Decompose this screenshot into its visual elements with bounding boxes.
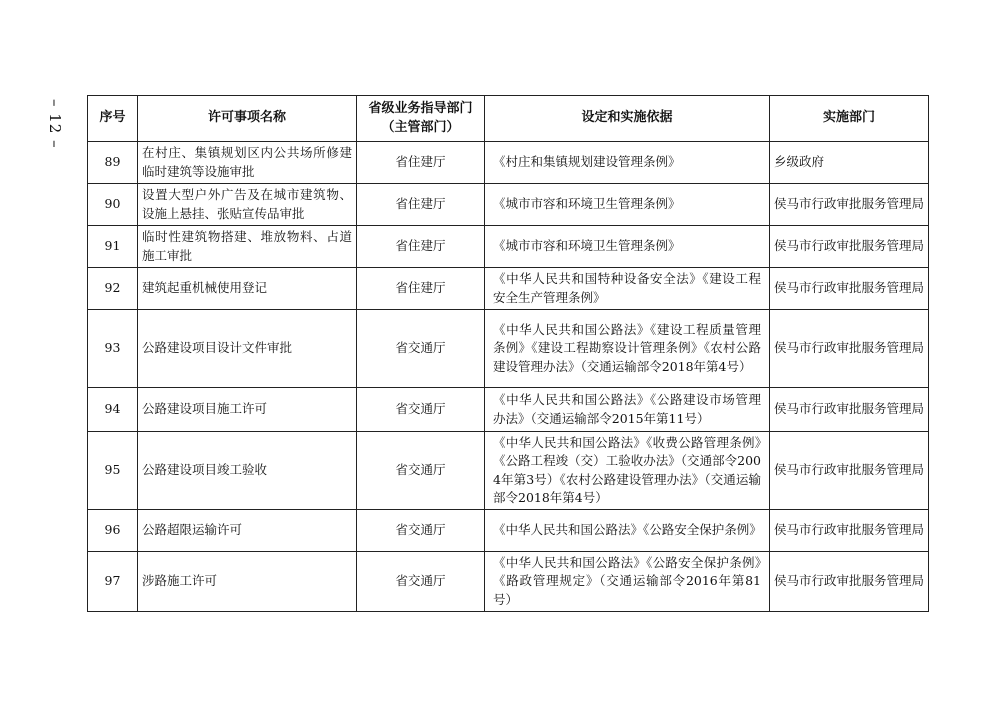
header-dept-line1: 省级业务指导部门 bbox=[368, 101, 473, 116]
row-basis: 《中华人民共和国特种设备安全法》《建设工程安全生产管理条例》 bbox=[485, 268, 770, 310]
table-row bbox=[88, 142, 929, 184]
row-impl: 侯马市行政审批服务管理局 bbox=[770, 184, 929, 226]
row-basis: 《中华人民共和国公路法》《公路安全保护条例》 bbox=[485, 510, 770, 552]
row-basis: 《城市市容和环境卫生管理条例》 bbox=[485, 226, 770, 268]
row-no: 97 bbox=[88, 552, 138, 612]
row-basis: 《中华人民共和国公路法》《建设工程质量管理条例》《建设工程勘察设计管理条例》《农村公路建设管理办法》（交通运输部令2018年第4号） bbox=[485, 310, 770, 388]
table-row bbox=[88, 388, 929, 432]
row-name: 公路建设项目设计文件审批 bbox=[138, 310, 357, 388]
row-no: 92 bbox=[88, 268, 138, 310]
row-basis: 《城市市容和环境卫生管理条例》 bbox=[485, 184, 770, 226]
header-impl: 实施部门 bbox=[770, 96, 929, 142]
row-name: 公路超限运输许可 bbox=[138, 510, 357, 552]
header-basis: 设定和实施依据 bbox=[485, 96, 770, 142]
row-basis: 《村庄和集镇规划建设管理条例》 bbox=[485, 142, 770, 184]
row-impl: 乡级政府 bbox=[770, 142, 929, 184]
row-dept: 省交通厅 bbox=[357, 388, 485, 432]
row-basis: 《中华人民共和国公路法》《公路安全保护条例》《路政管理规定》（交通运输部令2016年第81号） bbox=[485, 552, 770, 612]
row-name: 设置大型户外广告及在城市建筑物、设施上悬挂、张贴宣传品审批 bbox=[138, 184, 357, 226]
row-dept: 省交通厅 bbox=[357, 552, 485, 612]
row-name: 建筑起重机械使用登记 bbox=[138, 268, 357, 310]
row-dept: 省交通厅 bbox=[357, 432, 485, 510]
header-dept-line2: （主管部门） bbox=[381, 119, 460, 135]
table-header-row bbox=[88, 96, 929, 142]
row-basis: 《中华人民共和国公路法》《公路建设市场管理办法》（交通运输部令2015年第11号） bbox=[485, 388, 770, 432]
row-impl: 侯马市行政审批服务管理局 bbox=[770, 226, 929, 268]
row-dept: 省交通厅 bbox=[357, 510, 485, 552]
table-row bbox=[88, 226, 929, 268]
row-impl: 侯马市行政审批服务管理局 bbox=[770, 510, 929, 552]
row-impl: 侯马市行政审批服务管理局 bbox=[770, 552, 929, 612]
table-row bbox=[88, 310, 929, 388]
table-row bbox=[88, 510, 929, 552]
row-impl: 侯马市行政审批服务管理局 bbox=[770, 388, 929, 432]
row-name: 公路建设项目竣工验收 bbox=[138, 432, 357, 510]
row-name: 公路建设项目施工许可 bbox=[138, 388, 357, 432]
row-no: 90 bbox=[88, 184, 138, 226]
row-name: 涉路施工许可 bbox=[138, 552, 357, 612]
header-no: 序号 bbox=[88, 96, 138, 142]
row-name: 临时性建筑物搭建、堆放物料、占道施工审批 bbox=[138, 226, 357, 268]
row-impl: 侯马市行政审批服务管理局 bbox=[770, 432, 929, 510]
table-row bbox=[88, 184, 929, 226]
row-dept: 省住建厅 bbox=[357, 268, 485, 310]
row-no: 93 bbox=[88, 310, 138, 388]
table-row bbox=[88, 432, 929, 510]
row-dept: 省住建厅 bbox=[357, 226, 485, 268]
table-row bbox=[88, 552, 929, 612]
header-dept bbox=[357, 96, 485, 142]
row-basis: 《中华人民共和国公路法》《收费公路管理条例》《公路工程竣（交）工验收办法》（交通部令2004年第3号）《农村公路建设管理办法》（交通运输部令2018年第4号） bbox=[485, 432, 770, 510]
permit-table bbox=[87, 95, 929, 612]
header-name: 许可事项名称 bbox=[138, 96, 357, 142]
table-row bbox=[88, 268, 929, 310]
row-dept: 省住建厅 bbox=[357, 142, 485, 184]
row-no: 95 bbox=[88, 432, 138, 510]
row-no: 91 bbox=[88, 226, 138, 268]
row-impl: 侯马市行政审批服务管理局 bbox=[770, 268, 929, 310]
row-name: 在村庄、集镇规划区内公共场所修建临时建筑等设施审批 bbox=[138, 142, 357, 184]
row-dept: 省交通厅 bbox=[357, 310, 485, 388]
row-impl: 侯马市行政审批服务管理局 bbox=[770, 310, 929, 388]
row-dept: 省住建厅 bbox=[357, 184, 485, 226]
row-no: 89 bbox=[88, 142, 138, 184]
page-number: – 12 – bbox=[46, 99, 64, 149]
row-no: 96 bbox=[88, 510, 138, 552]
row-no: 94 bbox=[88, 388, 138, 432]
